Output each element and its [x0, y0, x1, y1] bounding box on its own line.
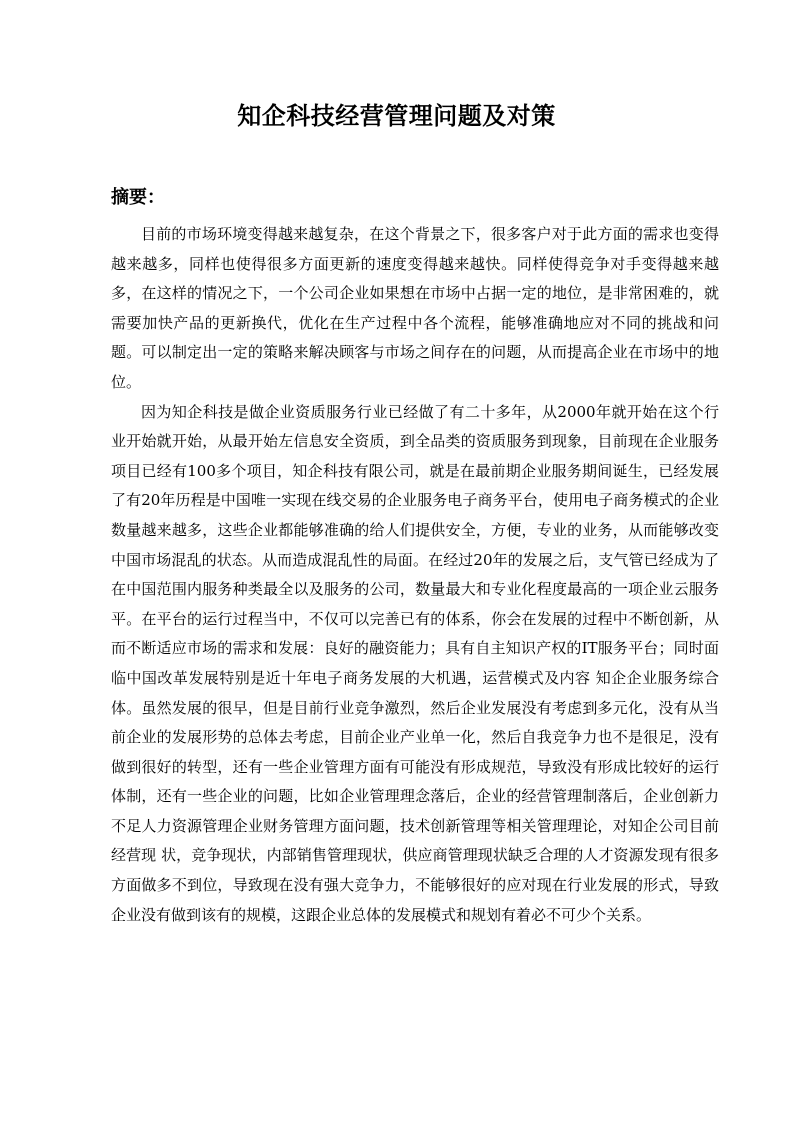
abstract-heading: 摘要： [111, 187, 165, 208]
abstract-body [111, 220, 719, 930]
document-title: 知企科技经营管理问题及对策 [237, 102, 556, 130]
abstract-paragraph-1: 目前的市场环境变得越来越复杂，在这个背景之下，很多客户对于此方面的需求也变得越来越多，同样也使得很多方面更新的速度变得越来越快。同样使得竞争对手变得越来越多，在这样的情况之下，一个公司企业如果想在市场中占据一定的地位，是非常困难的，就需要加快产品的更新换代，优化在生产过程中各个流程，能够准确地应对不同的挑战和问题。可以制定出一定的策略来解决顾客与市场之间存在的问题，从而提高企业在市场中的地位。 [111, 225, 719, 391]
abstract-paragraph-2: 因为知企科技是做企业资质服务行业已经做了有二十多年，从2000年就开始在这个行业开始就开始，从最开始左信息安全资质，到全品类的资质服务到现象，目前现在企业服务项目已经有100多个项目，知企科技有限公司，就是在最前期企业服务期间诞生，已经发展了有20年历程是中国唯一实现在线交易的企业服务电子商务平台，使用电子商务模式的企业数量越来越多，这些企业都能够准确的给人们提供安全，方便，专业的业务，从而能够改变中国市场混乱的状态。从而造成混乱性的局面。在经过20年的发展之后，支气管已经成为了在中国范围内服务种类最全以及服务的公司，数量最大和专业化程度最高的一项企业云服务平。在平台的运行过程当中，不仅可以完善已有的体系，你会在发展的过程中不断创新，从而不断适应市场的需求和发展：良好的融资能力；具有自主知识产权的IT服务平台；同时面临中国改革发展特别是近十年电子商务发展的大机遇，运营模式及内容 知企企业服务综合体。虽然发展的很早，但是目前行业竞争激烈，然后企业发展没有考虑到多元化，没有从当前企业的发展形势的总体去考虑，目前企业产业单一化，然后自我竞争力也不是很足，没有做到很好的转型，还有一些企业管理方面有可能没有形成规范，导致没有形成比较好的运行体制，还有一些企业的问题，比如企业管理理念落后，企业的经营管理制落后，企业创新力不足人力资源管理企业财务管理方面问题，技术创新管理等相关管理理论，对知企公司目前经营现 状，竞争现状，内部销售管理现状，供应商管理现状缺乏合理的人才资源发现有很多方面做多不到位，导致现在没有强大竞争力，不能够很好的应对现在行业发展的形式，导致企业没有做到该有的规模，这跟企业总体的发展模式和规划有着必不可少个关系。 [111, 402, 719, 924]
